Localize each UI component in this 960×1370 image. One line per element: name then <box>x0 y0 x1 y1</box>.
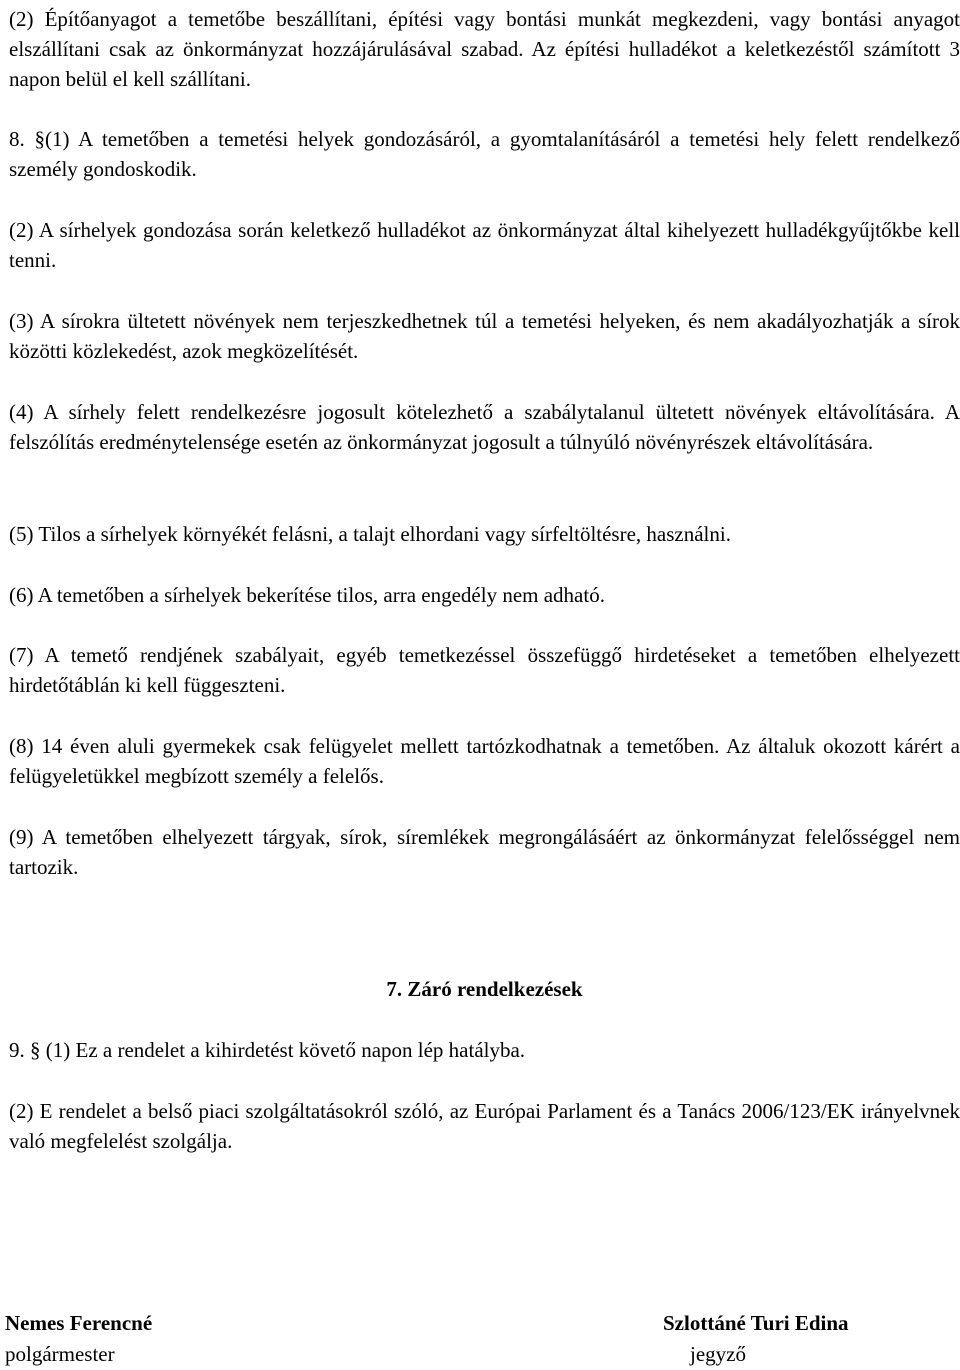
paragraph-section-8-5: (5) Tilos a sírhelyek környékét felásni, a talajt elhordani vagy sírfeltöltésre, használni. <box>9 522 731 546</box>
section-heading-closing-provisions: 7. Záró rendelkezések <box>386 977 583 1001</box>
signature-right-title: jegyző <box>690 1342 746 1366</box>
paragraph-section-8-6: (6) A temetőben a sírhelyek bekerítése tilos, arra engedély nem adható. <box>9 583 605 607</box>
paragraph-section-9-2: (2) E rendelet a belső piaci szolgáltatásokról szóló, az Európai Parlament és a Tanács 2006/123/EK irányelvnek való megfelelést szolgálja. <box>9 1099 960 1153</box>
signature-right-name: Szlottáné Turi Edina <box>663 1311 849 1335</box>
paragraph-section-8-9: (9) A temetőben elhelyezett tárgyak, sírok, síremlékek megrongálásáért az önkormányzat felelősséggel nem tartozik. <box>9 825 960 879</box>
paragraph-section-8-2: (2) A sírhelyek gondozása során keletkező hulladékot az önkormányzat által kihelyezett hulladékgyűjtőkbe kell tenni. <box>9 218 960 272</box>
paragraph-section-9-1: 9. § (1) Ez a rendelet a kihirdetést követő napon lép hatályba. <box>9 1038 526 1062</box>
paragraph-section-8-3: (3) A sírokra ültetett növények nem terjeszkedhetnek túl a temetési helyeken, és nem akadályozhatják a sírok közötti közlekedést, azok megközelítését. <box>9 309 960 363</box>
signature-left-title: polgármester <box>5 1342 115 1366</box>
signature-left-name: Nemes Ferencné <box>5 1311 153 1335</box>
paragraph-section-8-4: (4) A sírhely felett rendelkezésre jogosult kötelezhető a szabálytalanul ültetett növények eltávolítására. A felszólítás eredménytelensége esetén az önkormányzat jogosult a túlnyúló növényrészek eltávolítására. <box>9 400 960 454</box>
paragraph-section-8-8: (8) 14 éven aluli gyermekek csak felügyelet mellett tartózkodhatnak a temetőben. Az általuk okozott kárért a felügyeletükkel megbízott személy a felelős. <box>9 734 960 788</box>
paragraph-construction-materials: (2) Építőanyagot a temetőbe beszállítani, építési vagy bontási munkát megkezdeni, vagy bontási anyagot elszállítani csak az önkormányzat hozzájárulásával szabad. Az építési hulladékot a keletkezéstől számított 3 napon belül el kell szállítani. <box>9 7 960 91</box>
paragraph-section-8-7: (7) A temető rendjének szabályait, egyéb temetkezéssel összefüggő hirdetéseket a temetőben elhelyezett hirdetőtáblán ki kell függeszteni. <box>9 643 960 697</box>
paragraph-section-8-1: 8. §(1) A temetőben a temetési helyek gondozásáról, a gyomtalanításáról a temetési hely felett rendelkező személy gondoskodik. <box>9 127 960 181</box>
